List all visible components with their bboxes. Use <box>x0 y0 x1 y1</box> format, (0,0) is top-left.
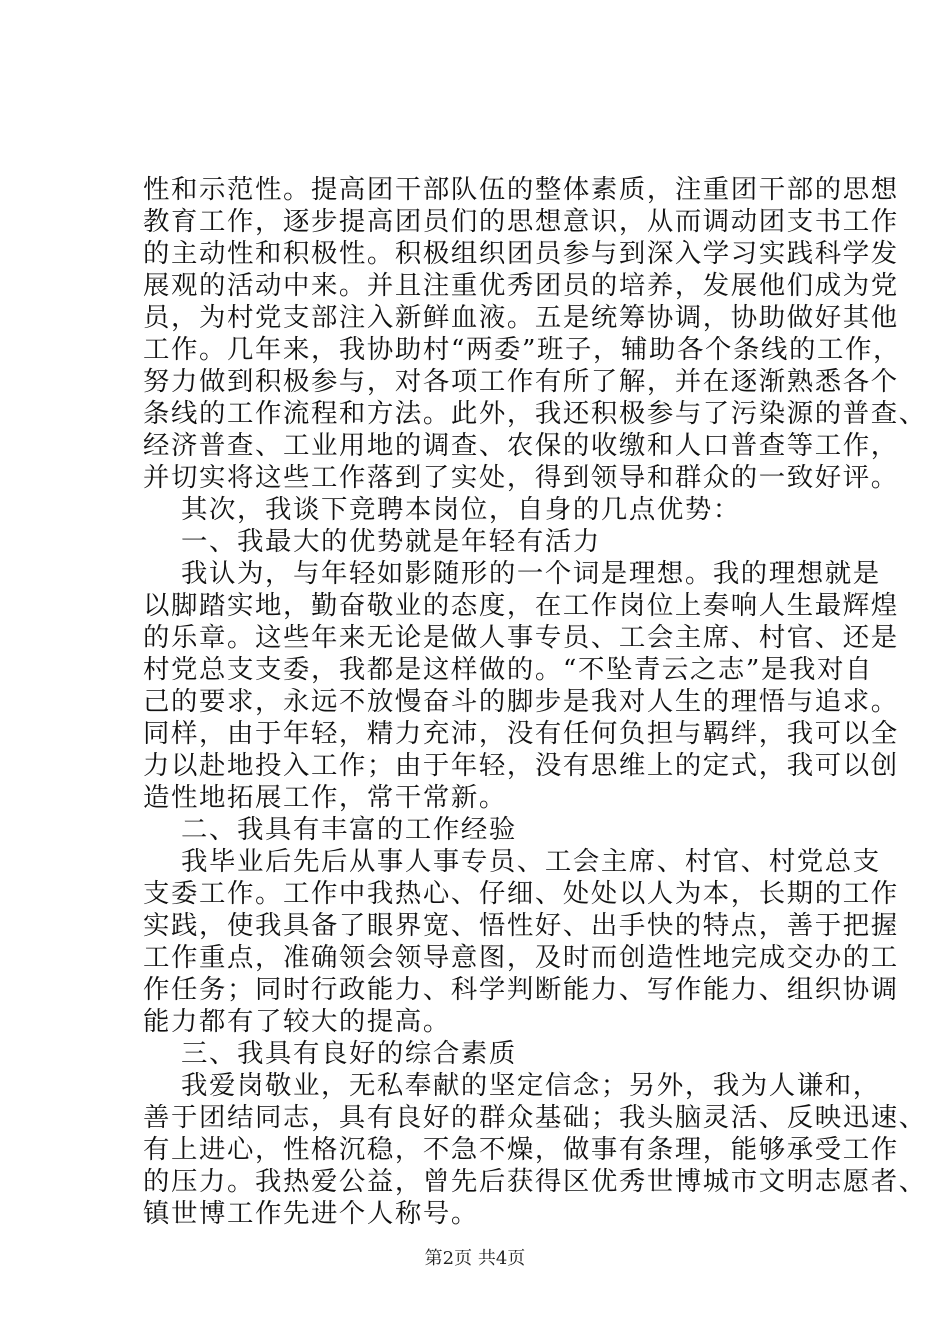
text-line: 己的要求，永远不放慢奋斗的脚步是我对人生的理悟与追求。 <box>143 686 899 717</box>
text-line: 展观的活动中来。并且注重优秀团员的培养，发展他们成为党 <box>143 270 899 301</box>
text-line: 实践，使我具备了眼界宽、悟性好、出手快的特点，善于把握 <box>143 910 899 941</box>
text-line: 以脚踏实地，勤奋敬业的态度，在工作岗位上奏响人生最辉煌 <box>143 590 899 621</box>
text-line: 的压力。我热爱公益，曾先后获得区优秀世博城市文明志愿者、 <box>143 1166 927 1197</box>
text-line: 善于团结同志，具有良好的群众基础；我头脑灵活、反映迅速、 <box>143 1102 927 1133</box>
text-line: 工作重点，准确领会领导意图，及时而创造性地完成交办的工 <box>143 942 899 973</box>
text-line: 我认为，与年轻如影随形的一个词是理想。我的理想就是 <box>181 558 881 589</box>
text-line: 的乐章。这些年来无论是做人事专员、工会主席、村官、还是 <box>143 622 899 653</box>
text-line: 的主动性和积极性。积极组织团员参与到深入学习实践科学发 <box>143 238 899 269</box>
text-line: 能力都有了较大的提高。 <box>143 1006 451 1037</box>
text-line: 二、我具有丰富的工作经验 <box>181 814 517 845</box>
text-line: 努力做到积极参与，对各项工作有所了解，并在逐渐熟悉各个 <box>143 366 899 397</box>
text-line: 我爱岗敬业，无私奉献的坚定信念；另外，我为人谦和， <box>181 1070 881 1101</box>
text-line: 镇世博工作先进个人称号。 <box>143 1198 479 1229</box>
document-body <box>143 174 927 1230</box>
text-line: 并切实将这些工作落到了实处，得到领导和群众的一致好评。 <box>143 462 899 493</box>
text-line: 三、我具有良好的综合素质 <box>181 1038 517 1069</box>
text-line: 员，为村党支部注入新鲜血液。五是统筹协调，协助做好其他 <box>143 302 899 333</box>
text-line: 工作。几年来，我协助村“两委”班子，辅助各个条线的工作， <box>143 334 901 365</box>
text-line: 一、我最大的优势就是年轻有活力 <box>181 526 601 557</box>
text-line: 我毕业后先后从事人事专员、工会主席、村官、村党总支 <box>181 846 881 877</box>
text-line: 同样，由于年轻，精力充沛，没有任何负担与羁绊，我可以全 <box>143 718 899 749</box>
text-line: 教育工作，逐步提高团员们的思想意识，从而调动团支书工作 <box>143 206 899 237</box>
page-footer: 第2页 共4页 <box>424 1248 526 1269</box>
text-line: 村党总支支委，我都是这样做的。“不坠青云之志”是我对自 <box>143 654 873 685</box>
text-line: 条线的工作流程和方法。此外，我还积极参与了污染源的普查、 <box>143 398 927 429</box>
text-line: 作任务；同时行政能力、科学判断能力、写作能力、组织协调 <box>143 974 899 1005</box>
text-line: 性和示范性。提高团干部队伍的整体素质，注重团干部的思想 <box>143 174 899 205</box>
text-line: 造性地拓展工作，常干常新。 <box>143 782 507 813</box>
text-line: 有上进心，性格沉稳，不急不燥，做事有条理，能够承受工作 <box>143 1134 899 1165</box>
text-line: 经济普查、工业用地的调查、农保的收缴和人口普查等工作， <box>143 430 899 461</box>
text-line: 力以赴地投入工作；由于年轻，没有思维上的定式，我可以创 <box>143 750 899 781</box>
text-line: 其次，我谈下竞聘本岗位，自身的几点优势： <box>181 494 741 525</box>
text-line: 支委工作。工作中我热心、仔细、处处以人为本，长期的工作 <box>143 878 899 909</box>
